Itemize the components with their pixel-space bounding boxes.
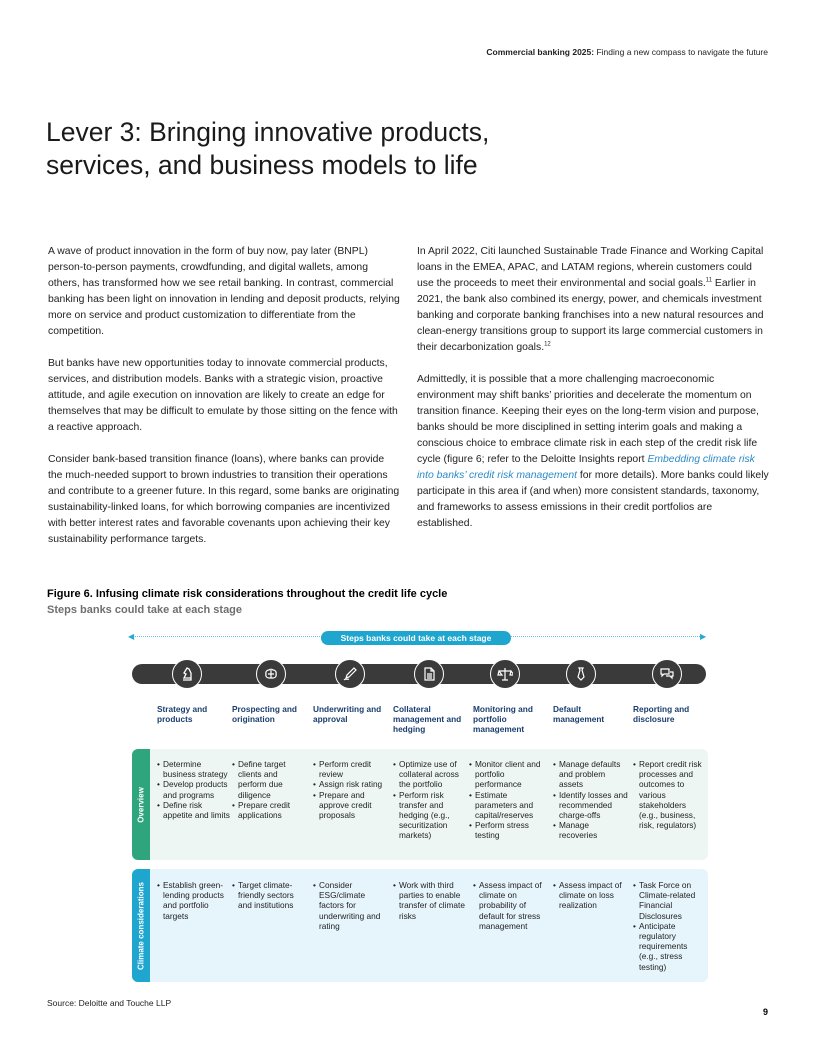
list-item: • Determine business strategy [157, 759, 233, 779]
scales-icon [490, 659, 520, 689]
chess-knight-icon [172, 659, 202, 689]
list-item: • Identify losses and recommended charge-offs [553, 790, 629, 821]
paragraph-citi [417, 244, 769, 356]
list-item: • Perform stress testing [469, 820, 545, 840]
climate-cell [633, 880, 705, 972]
paragraph: Consider bank-based transition finance (loans), where banks can provide the much-needed support to brown industries to transition their operations and contribute to a greener future. In this regard, some banks are originating sustainability-linked loans, for which borrowing companies are incentivized with better interest rates and favorable covenants upon achieving their key sustainability performance targets. [48, 454, 400, 545]
header-rest: Finding a new compass to navigate the future [594, 47, 768, 57]
header-bold: Commercial banking 2025: [486, 47, 595, 57]
overview-label-text: Overview [136, 786, 146, 823]
list-item: • Task Force on Climate-related Financial Disclosures [633, 880, 705, 921]
climate-cell [553, 880, 629, 911]
stage-heading: Default management [553, 704, 605, 724]
list-item: • Monitor client and portfolio performance [469, 759, 545, 790]
footnote-ref[interactable]: 12 [544, 341, 551, 348]
text-span: Earlier in 2021, the bank also combined its energy, power, and chemicals investment banking and corporate banking franchises into a new natural resources and clean-energy transitions group to support its large commercial customers in their decarbonization goals. [417, 278, 764, 353]
page-number: 9 [762, 1007, 768, 1017]
page-title: Lever 3: Bringing innovative products, services, and business models to life [46, 117, 490, 180]
text-span: In April 2022, Citi launched Sustainable Trade Finance and Working Capital loans in the EMEA, APAC, and LATAM regions, wherein customers could use the proceeds to meet their environmental and social goals. [417, 246, 764, 289]
report-link[interactable]: Embedding climate risk into banks’ credit risk management [417, 454, 755, 481]
arrow-left-icon: ◀ [128, 632, 135, 641]
text-span: Admittedly, it is possible that a more challenging macroeconomic environment may shift banks’ priorities and decelerate the momentum on transition finance. Keeping their eyes on the long-term vision and purpose, banks should be more disciplined in setting interim goals and making a conscious choice to embrace climate risk in each step of the credit risk life cycle (figure 6; refer to the Deloitte Insights report [417, 374, 759, 465]
climate-label [132, 869, 150, 982]
list-item: • Assign risk rating [313, 779, 389, 789]
overview-label [132, 749, 150, 860]
overview-cell [313, 759, 389, 820]
paragraph: But banks have new opportunities today to innovate commercial products, services, and distribution models. Banks with a strategic vision, proactive attitude, and agile execution on innovation are likely to create an edge for themselves that may be difficult to emulate by those sitting on the fence with a reactive approach. [48, 358, 398, 433]
list-item: • Optimize use of collateral across the portfolio [393, 759, 469, 790]
list-item: • Manage defaults and problem assets [553, 759, 629, 790]
overview-cell [157, 759, 233, 820]
stage-heading: Underwriting and approval [313, 704, 382, 724]
list-item: • Manage recoveries [553, 820, 629, 840]
overview-cell [469, 759, 545, 841]
source-note: Source: Deloitte and Touche LLP [47, 998, 172, 1008]
left-column [48, 244, 400, 564]
list-item: • Assess impact of climate on loss realization [553, 880, 629, 911]
overview-cell [232, 759, 308, 820]
document-icon [414, 659, 444, 689]
list-item: • Prepare credit applications [232, 800, 308, 820]
tie-icon [566, 659, 596, 689]
brain-icon [256, 659, 286, 689]
list-item: • Target climate-friendly sectors and institutions [232, 880, 308, 911]
running-header [486, 47, 768, 57]
list-item: • Assess impact of climate on probability of default for stress management [473, 880, 549, 931]
climate-label-text: Climate considerations [136, 881, 146, 970]
stage-heading: Monitoring and portfolio management [473, 704, 533, 734]
climate-cell [313, 880, 389, 931]
figure-subtitle: Steps banks could take at each stage [47, 604, 243, 616]
right-column [417, 244, 769, 548]
list-item: • Develop products and programs [157, 779, 233, 799]
stage-heading: Strategy and products [157, 704, 208, 724]
list-item: • Report credit risk processes and outcomes to various stakeholders (e.g., business, risk, regulators) [633, 759, 705, 830]
overview-cell [553, 759, 629, 841]
overview-cell [633, 759, 705, 830]
list-item: • Estimate parameters and capital/reserves [469, 790, 545, 821]
steps-pill: Steps banks could take at each stage [321, 631, 511, 645]
list-item: • Define target clients and perform due diligence [232, 759, 308, 800]
stage-heading: Collateral management and hedging [393, 704, 462, 734]
paragraph-admittedly [417, 372, 769, 532]
stage-heading: Prospecting and origination [232, 704, 298, 724]
list-item: • Anticipate regulatory requirements (e.g., stress testing) [633, 921, 705, 972]
list-item: • Define risk appetite and limits [157, 800, 233, 820]
stage-heading: Reporting and disclosure [633, 704, 690, 724]
arrow-right-icon: ▶ [700, 632, 707, 641]
figure-title: Figure 6. Infusing climate risk considerations throughout the credit life cycle [47, 588, 448, 600]
pen-signature-icon [335, 659, 365, 689]
list-item: • Prepare and approve credit proposals [313, 790, 389, 821]
list-item: • Work with third parties to enable transfer of climate risks [393, 880, 469, 921]
paragraph: A wave of product innovation in the form of buy now, pay later (BNPL) person-to-person payments, crowdfunding, and digital wallets, among others, has transformed how we see retail banking. In contrast, commercial banking has been light on innovation in lending and deposit products, relying more on service and product customization to differentiate from the competition. [48, 246, 400, 337]
list-item: • Consider ESG/climate factors for underwriting and rating [313, 880, 389, 931]
list-item: • Establish green-lending products and portfolio targets [157, 880, 233, 921]
list-item: • Perform credit review [313, 759, 389, 779]
climate-cell [157, 880, 233, 921]
text-span: for more details). More banks could likely participate in this area if (and when) more consistent standards, taxonomy, and frameworks to assess emissions in their credit portfolios are established. [417, 470, 769, 529]
footnote-ref[interactable]: 11 [705, 277, 713, 284]
climate-cell [232, 880, 308, 911]
overview-cell [393, 759, 469, 841]
climate-cell [393, 880, 469, 921]
speech-bubbles-icon [652, 659, 682, 689]
climate-cell [473, 880, 549, 931]
list-item: • Perform risk transfer and hedging (e.g., securitization markets) [393, 790, 469, 841]
